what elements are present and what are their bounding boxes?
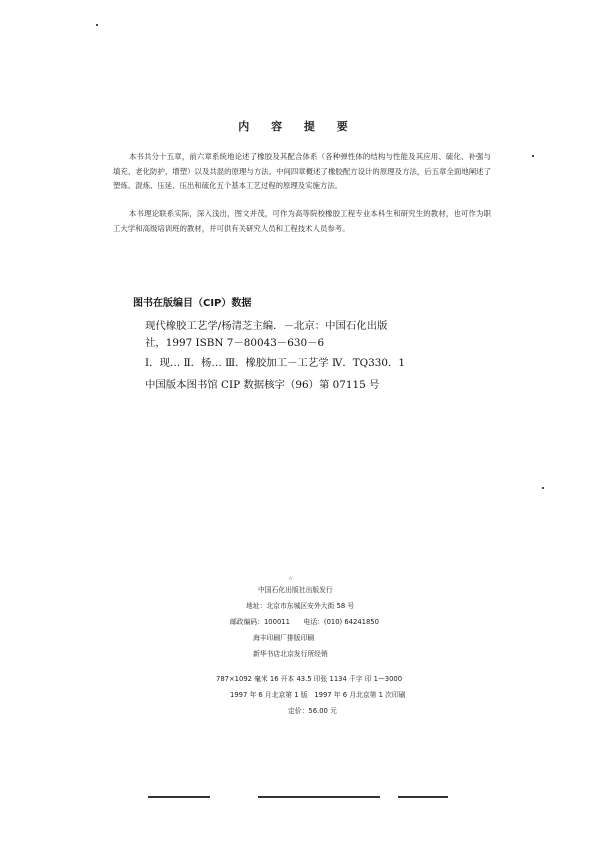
- imprint-publisher: 中国石化出版社出版发行: [258, 586, 333, 594]
- imprint-distributor: 新华书店北京发行所经销: [253, 650, 328, 658]
- scan-speck: [542, 487, 544, 489]
- summary-paragraph-2: 本书理论联系实际，深入浅出，图文并茂，可作为高等院校橡胶工程专业本科生和研究生的教材，也可作为职工大学和高级培训班的教材，并可供有关研究人员和工程技术人员参考。: [113, 209, 491, 233]
- cip-heading: 图书在版编目（CIP）数据: [133, 298, 252, 309]
- scan-edge-line: [398, 796, 448, 798]
- imprint-price: 定价：56.00 元: [288, 707, 337, 715]
- imprint-edition: 1997 年 6 月北京第 1 版 1997 年 6 月北京第 1 次印刷: [230, 691, 406, 699]
- imprint-contact: 邮政编码：100011 电话：(010) 64241850: [230, 618, 379, 626]
- summary-paragraph-1: 本书共分十五章，前六章系统地论述了橡胶及其配合体系（各种弹性体的结构与性能及其应用、硫化、补强与填充、老化防护、增塑）以及共混的原理与方法。中间四章概述了橡胶配方设计的原理及方法，后五章全面地阐述了塑炼、混炼、压延、压出和硫化五个基本工艺过程的原理及实施方法。: [113, 152, 491, 190]
- scan-edge-line: [148, 796, 210, 798]
- summary-title: 内 容 提 要: [238, 120, 357, 133]
- cip-line-3: Ⅰ．现… Ⅱ．杨… Ⅲ．橡胶加工－工艺学 Ⅳ．TQ330．1: [145, 357, 406, 369]
- imprint-address: 地址：北京市东城区安外大街 58 号: [246, 602, 355, 610]
- cip-line-2: 社，1997 ISBN 7－80043－630－6: [145, 337, 325, 349]
- cip-line-1: 现代橡胶工艺学/杨清芝主编．－北京：中国石化出版: [145, 320, 388, 332]
- scan-speck: [532, 155, 534, 157]
- imprint-printer: 海丰印刷厂排版印刷: [253, 634, 315, 642]
- separator-mark: ☆: [288, 575, 294, 582]
- scan-edge-line: [258, 796, 380, 798]
- cip-line-4: 中国版本图书馆 CIP 数据核字（96）第 07115 号: [145, 379, 380, 391]
- imprint-specs: 787×1092 毫米 16 开本 43.5 印张 1134 千字 印 1—3000: [216, 675, 403, 683]
- scan-speck: [96, 24, 98, 26]
